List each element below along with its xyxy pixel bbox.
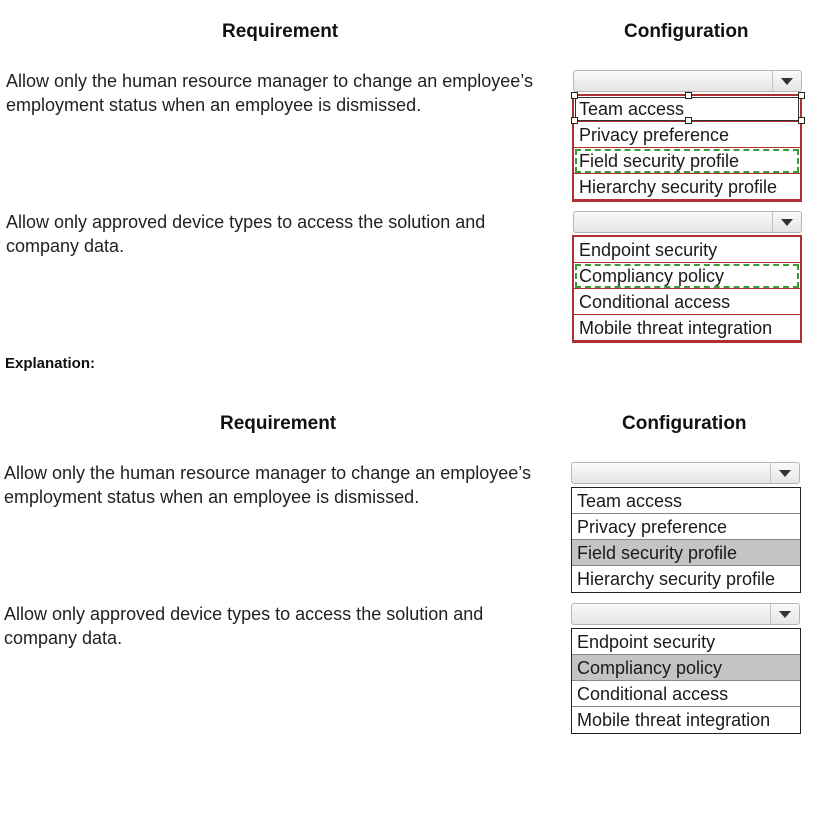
answer-option-conditional-access[interactable]: Conditional access: [572, 681, 800, 707]
option-team-access[interactable]: Team access: [574, 96, 800, 122]
requirement-2-line-1: Allow only approved device types to access the solution and: [6, 212, 486, 232]
selection-handle: [685, 117, 692, 124]
answer-requirement-1-text: [4, 461, 564, 509]
configuration-1-dropdown[interactable]: [573, 70, 802, 92]
selection-handle: [798, 117, 805, 124]
explanation-label: Explanation:: [5, 355, 96, 372]
option-privacy-preference[interactable]: Privacy preference: [574, 122, 800, 148]
option-hierarchy-security-profile[interactable]: Hierarchy security profile: [574, 174, 800, 200]
answer-option-endpoint-security[interactable]: Endpoint security: [572, 629, 800, 655]
chevron-down-icon[interactable]: [770, 463, 799, 483]
requirement-1-text: [6, 69, 566, 117]
answer-option-hierarchy-security-profile[interactable]: Hierarchy security profile: [577, 569, 776, 589]
answer-requirement-1-line-1: Allow only the human resource manager to change an employee’s: [4, 463, 531, 483]
answer-option-field-security-profile[interactable]: Field security profile: [572, 540, 800, 566]
answer-requirement-2-text: [4, 602, 564, 650]
selection-handle: [571, 117, 578, 124]
requirement-header: Requirement: [222, 21, 339, 42]
option-conditional-access[interactable]: Conditional access: [574, 289, 800, 315]
answer-requirement-1-line-2: employment status when an employee is dismissed.: [4, 487, 420, 507]
configuration-2-options: [572, 235, 802, 343]
configuration-header: Configuration: [624, 21, 749, 42]
answer-requirement-2-line-2: company data.: [4, 628, 123, 648]
answer-configuration-1-options: [571, 487, 801, 593]
selection-handle: [685, 92, 692, 99]
answer-requirement-header: Requirement: [220, 413, 337, 434]
answer-option-mobile-threat-integration[interactable]: Mobile threat integration: [577, 710, 771, 730]
requirement-1-line-1: Allow only the human resource manager to change an employee’s: [6, 71, 533, 91]
answer-configuration-header: Configuration: [622, 413, 747, 434]
answer-configuration-2-options: [571, 628, 801, 734]
selection-handle: [798, 92, 805, 99]
chevron-down-icon[interactable]: [772, 71, 801, 91]
answer-option-privacy-preference[interactable]: Privacy preference: [572, 514, 800, 540]
answer-configuration-1-dropdown[interactable]: [571, 462, 800, 484]
requirement-1-line-2: employment status when an employee is dismissed.: [6, 95, 422, 115]
option-compliancy-policy[interactable]: Compliancy policy: [574, 263, 800, 289]
answer-requirement-2-line-1: Allow only approved device types to access the solution and: [4, 604, 484, 624]
chevron-down-icon[interactable]: [772, 212, 801, 232]
selection-handle: [571, 92, 578, 99]
answer-configuration-2-dropdown[interactable]: [571, 603, 800, 625]
chevron-down-icon[interactable]: [770, 604, 799, 624]
answer-option-compliancy-policy[interactable]: Compliancy policy: [572, 655, 800, 681]
option-mobile-threat-integration[interactable]: Mobile threat integration: [574, 315, 800, 341]
configuration-2-dropdown[interactable]: [573, 211, 802, 233]
requirement-2-text: [6, 210, 566, 258]
configuration-1-options: [572, 94, 802, 202]
option-field-security-profile[interactable]: Field security profile: [574, 148, 800, 174]
option-endpoint-security[interactable]: Endpoint security: [574, 237, 800, 263]
requirement-2-line-2: company data.: [6, 236, 125, 256]
answer-option-team-access[interactable]: Team access: [572, 488, 800, 514]
